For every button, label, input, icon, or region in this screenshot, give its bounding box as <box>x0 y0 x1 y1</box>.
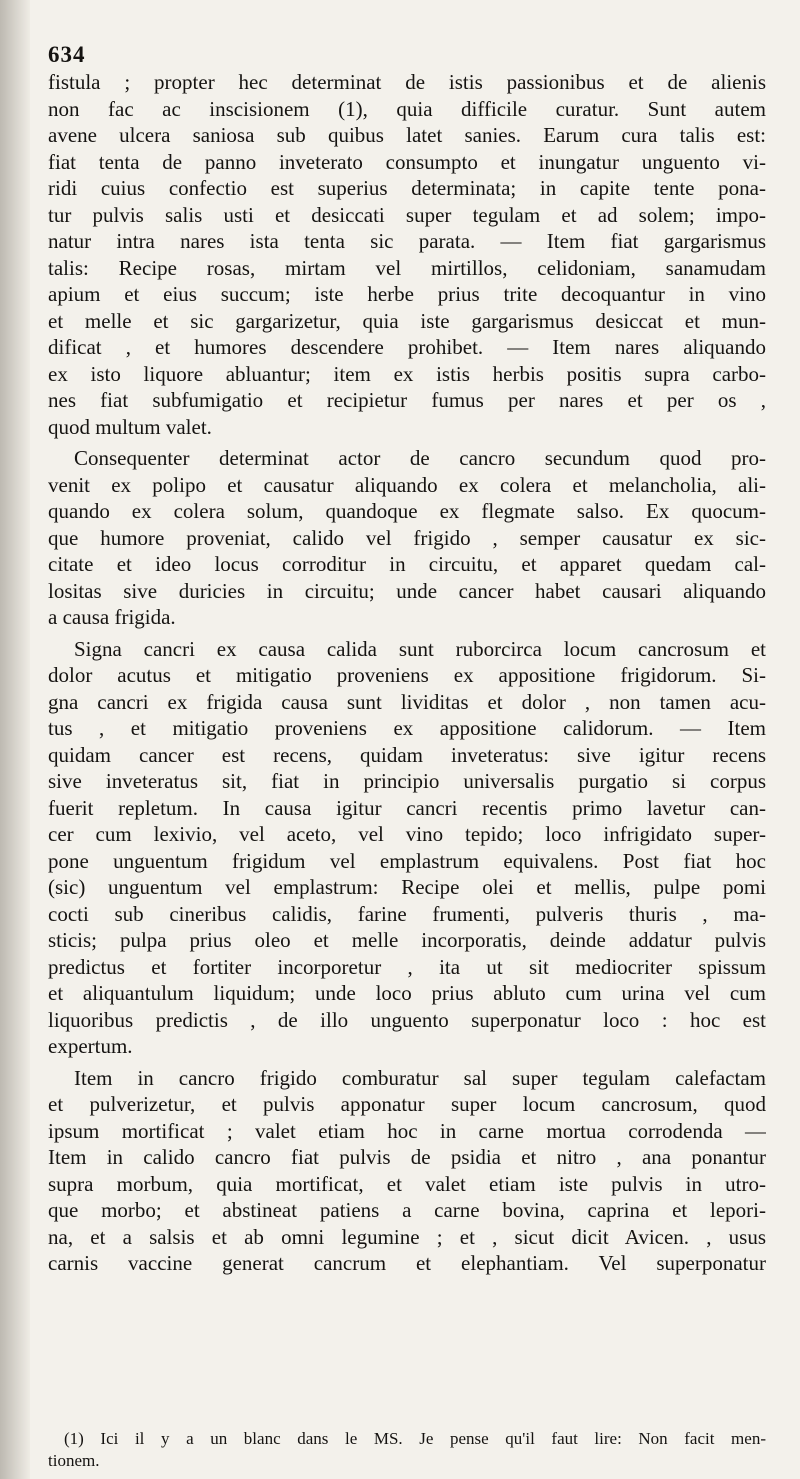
text-line: sticis; pulpa prius oleo et melle incorporatis, deinde addatur pulvis <box>48 928 766 952</box>
text-line: gna cancri ex frigida causa sunt lividitas et dolor , non tamen acu- <box>48 689 766 714</box>
text-line: avene ulcera saniosa sub quibus latet sanies. Earum cura talis est: <box>48 123 766 147</box>
text-line: natur intra nares ista tenta sic parata. — Item fiat gargarismus <box>48 229 766 253</box>
paragraph-1 <box>48 69 766 440</box>
text-line: et pulverizetur, et pulvis apponatur super locum cancrosum, quod <box>48 1092 766 1116</box>
page-binding-shadow <box>0 0 30 1479</box>
page-number: 634 <box>48 42 86 67</box>
text-line: non fac ac inscisionem (1), quia difficile curatur. Sunt autem <box>48 96 766 121</box>
text-line: expertum. <box>48 1034 133 1058</box>
text-line: lositas sive duricies in circuitu; unde cancer habet causari aliquando <box>48 578 766 603</box>
text-line: quidam cancer est recens, quidam inveteratus: sive igitur recens <box>48 742 766 767</box>
text-line: Signa cancri ex causa calida sunt ruborcirca locum cancrosum et <box>74 636 766 661</box>
text-line: talis: Recipe rosas, mirtam vel mirtillos, celidoniam, sanamudam <box>48 255 766 280</box>
text-line: fistula ; propter hec determinat de istis passionibus et de alienis <box>48 70 766 94</box>
text-line: nes fiat subfumigatio et recipietur fumus per nares et per os , <box>48 388 766 412</box>
text-line: apium et eius succum; iste herbe prius trite decoquantur in vino <box>48 282 766 306</box>
body-text <box>48 69 766 1277</box>
text-line: na, et a salsis et ab omni legumine ; et , sicut dicit Avicen. , usus <box>48 1224 766 1249</box>
paragraph-3 <box>48 636 766 1060</box>
text-line: tur pulvis salis usti et desiccati super tegulam et ad solem; impo- <box>48 202 766 227</box>
text-line: citate et ideo locus corroditur in circuitu, et apparet quedam cal- <box>48 552 766 576</box>
footnote <box>48 1428 766 1472</box>
text-line: supra morbum, quia mortificat, et valet etiam iste pulvis in utro- <box>48 1171 766 1196</box>
text-line: cer cum lexivio, vel aceto, vel vino tepido; loco infrigidato super- <box>48 822 766 846</box>
text-line: dolor acutus et mitigatio proveniens ex appositione frigidorum. Si- <box>48 663 766 687</box>
text-line: ridi cuius confectio est superius determinata; in capite tente pona- <box>48 176 766 200</box>
text-line: quando ex colera solum, quandoque ex flegmate salso. Ex quocum- <box>48 499 766 523</box>
footnote-line: tionem. <box>48 1451 100 1470</box>
text-line: (sic) unguentum vel emplastrum: Recipe olei et mellis, pulpe pomi <box>48 875 766 899</box>
text-line: fuerit repletum. In causa igitur cancri recentis primo lavetur can- <box>48 795 766 820</box>
text-line: liquoribus predictis , de illo unguento superponatur loco : hoc est <box>48 1007 766 1032</box>
text-line: venit ex polipo et causatur aliquando ex colera et melancholia, ali- <box>48 472 766 497</box>
text-line: cocti sub cineribus calidis, farine frumenti, pulveris thuris , ma- <box>48 901 766 926</box>
text-line: Item in calido cancro fiat pulvis de psidia et nitro , ana ponantur <box>48 1145 766 1169</box>
text-line: ipsum mortificat ; valet etiam hoc in carne mortua corrodenda — <box>48 1118 766 1143</box>
text-line: tus , et mitigatio proveniens ex appositione calidorum. — Item <box>48 716 766 740</box>
text-line: quod multum valet. <box>48 414 212 439</box>
text-line: que morbo; et abstineat patiens a carne bovina, caprina et lepori- <box>48 1198 766 1222</box>
paragraph-2 <box>48 445 766 631</box>
text-line: dificat , et humores descendere prohibet. — Item nares aliquando <box>48 335 766 359</box>
text-line: et melle et sic gargarizetur, quia iste gargarismus desiccat et mun- <box>48 308 766 333</box>
text-line: Item in cancro frigido comburatur sal super tegulam calefactam <box>74 1065 766 1090</box>
footnote-line: (1) Ici il y a un blanc dans le MS. Je pense qu'il faut lire: Non facit men- <box>64 1429 766 1448</box>
text-line: fiat tenta de panno inveterato consumpto et inungatur unguento vi- <box>48 149 766 174</box>
text-line: que humore proveniat, calido vel frigido , semper causatur ex sic- <box>48 525 766 550</box>
text-line: Consequenter determinat actor de cancro secundum quod pro- <box>74 446 766 470</box>
paragraph-4 <box>48 1065 766 1277</box>
text-line: a causa frigida. <box>48 605 176 629</box>
text-line: ex isto liquore abluantur; item ex istis herbis positis supra carbo- <box>48 361 766 386</box>
text-line: et aliquantulum liquidum; unde loco prius abluto cum urina vel cum <box>48 981 766 1005</box>
text-line: predictus et fortiter incorporetur , ita ut sit mediocriter spissum <box>48 954 766 979</box>
text-line: carnis vaccine generat cancrum et elephantiam. Vel superponatur <box>48 1251 766 1275</box>
text-line: pone unguentum frigidum vel emplastrum equivalens. Post fiat hoc <box>48 848 766 873</box>
text-line: sive inveteratus sit, fiat in principio universalis purgatio si corpus <box>48 769 766 793</box>
